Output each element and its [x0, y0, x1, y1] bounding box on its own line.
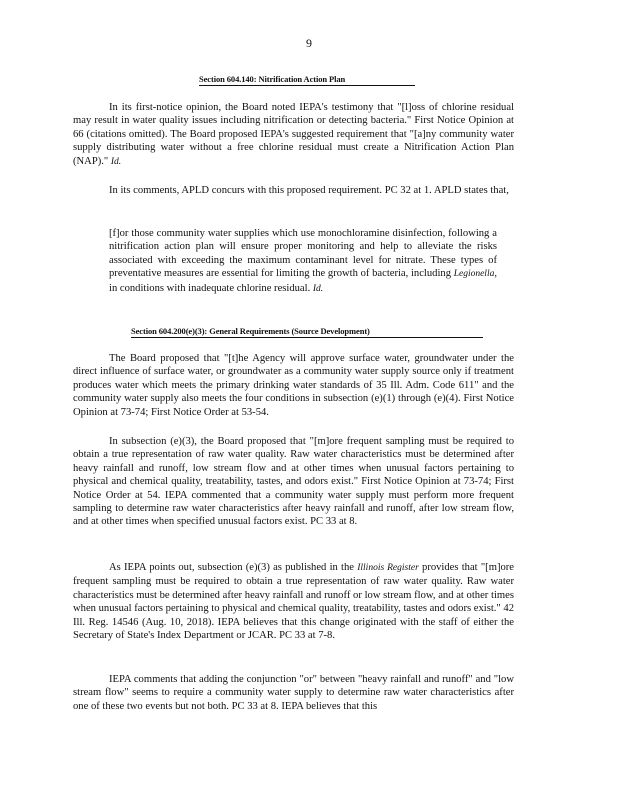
- page-number: 9: [306, 36, 312, 50]
- quote-italic-legionella: Legionella: [453, 269, 495, 280]
- italic-illinois-register: Illinois Register: [357, 563, 419, 573]
- paragraph-text: In its first-notice opinion, the Board noted IEPA's testimony that "[l]oss of chlorine residual may result in water quality issues including nitrification or detecting bacteria." First Notice Opinion at 66 (citations omitted). The Board proposed IEPA's suggested requirement that "[a]ny community water supply distributing water without a free chlorine residual must create a Nitrification Action Plan (NAP).": [73, 102, 514, 167]
- paragraph-apld-comments: In its comments, APLD concurs with this proposed requirement. PC 32 at 1. APLD states that,: [109, 185, 509, 196]
- block-quote-apld: [109, 227, 497, 296]
- section-heading-604-200: Section 604.200(e)(3): General Requirements (Source Development): [131, 326, 483, 338]
- paragraph-text-part2: provides that "[m]ore frequent sampling must be required to obtain a true representation of raw water quality. Raw water characteristics must be determined after heavy rainfall and runoff or low stream flow, and at other times when unusual factors pertaining to physical and chemical quality, treatability, tastes and odors exist." 42 Ill. Reg. 14546 (Aug. 10, 2018). IEPA believes that this change originated with the staff of either the Secretary of State's Index Department or JCAR. PC 33 at 7-8.: [73, 562, 515, 642]
- citation-id: Id.: [110, 156, 122, 167]
- paragraph-nitrification-background: [73, 101, 514, 169]
- paragraph-board-proposal: The Board proposed that "[t]he Agency will approve surface water, groundwater under the direct influence of surface water, or groundwater as a community water supply source only if treatment produces water which meets the primary drinking water standards of 35 Ill. Adm. Code 611" and the community water supply also meets the four conditions in subsection (e)(1) through (e)(4). First Notice Opinion at 73-74; First Notice Order at 53-54.: [73, 353, 514, 418]
- paragraph-subsection-e3: In subsection (e)(3), the Board proposed that "[m]ore frequent sampling must be required to obtain a true representation of raw water quality. Raw water characteristics must be determined after heavy rainfall and runoff, low stream flow and at other times when unusual factors pertaining to physical and chemical quality, treatability, tastes, and odors exist." First Notice Opinion at 73-74; First Notice Order at 54. IEPA commented that a community water supply must perform more frequent sampling to determine raw water characteristics after heavy rainfall and runoff, after low stream flow, and at other times when specified unusual factors exist. PC 33 at 8.: [73, 436, 514, 528]
- paragraph-text-part1: As IEPA points out, subsection (e)(3) as published in the: [109, 562, 354, 573]
- paragraph-illinois-register: [73, 561, 514, 642]
- paragraph-iepa-conjunction: IEPA comments that adding the conjunction "or" between "heavy rainfall and runoff" and "low stream flow" seems to require a community water supply to determine raw water characteristics after one of these two events but not both. PC 33 at 8. IEPA believes that this: [73, 674, 514, 712]
- quote-text-part1: [f]or those community water supplies which use monochloramine disinfection, following a nitrification action plan will ensure proper monitoring and help to alleviate the risks associated with exceeding the maximum contaminant level for nitrate. These types of preventative measures are essential for limiting the growth of bacteria, including: [109, 228, 497, 280]
- section-heading-604-140: Section 604.140: Nitrification Action Plan: [199, 74, 415, 86]
- quote-text-part2: , in conditions with inadequate chlorine residual.: [109, 268, 497, 294]
- quote-citation-id: Id.: [312, 283, 324, 294]
